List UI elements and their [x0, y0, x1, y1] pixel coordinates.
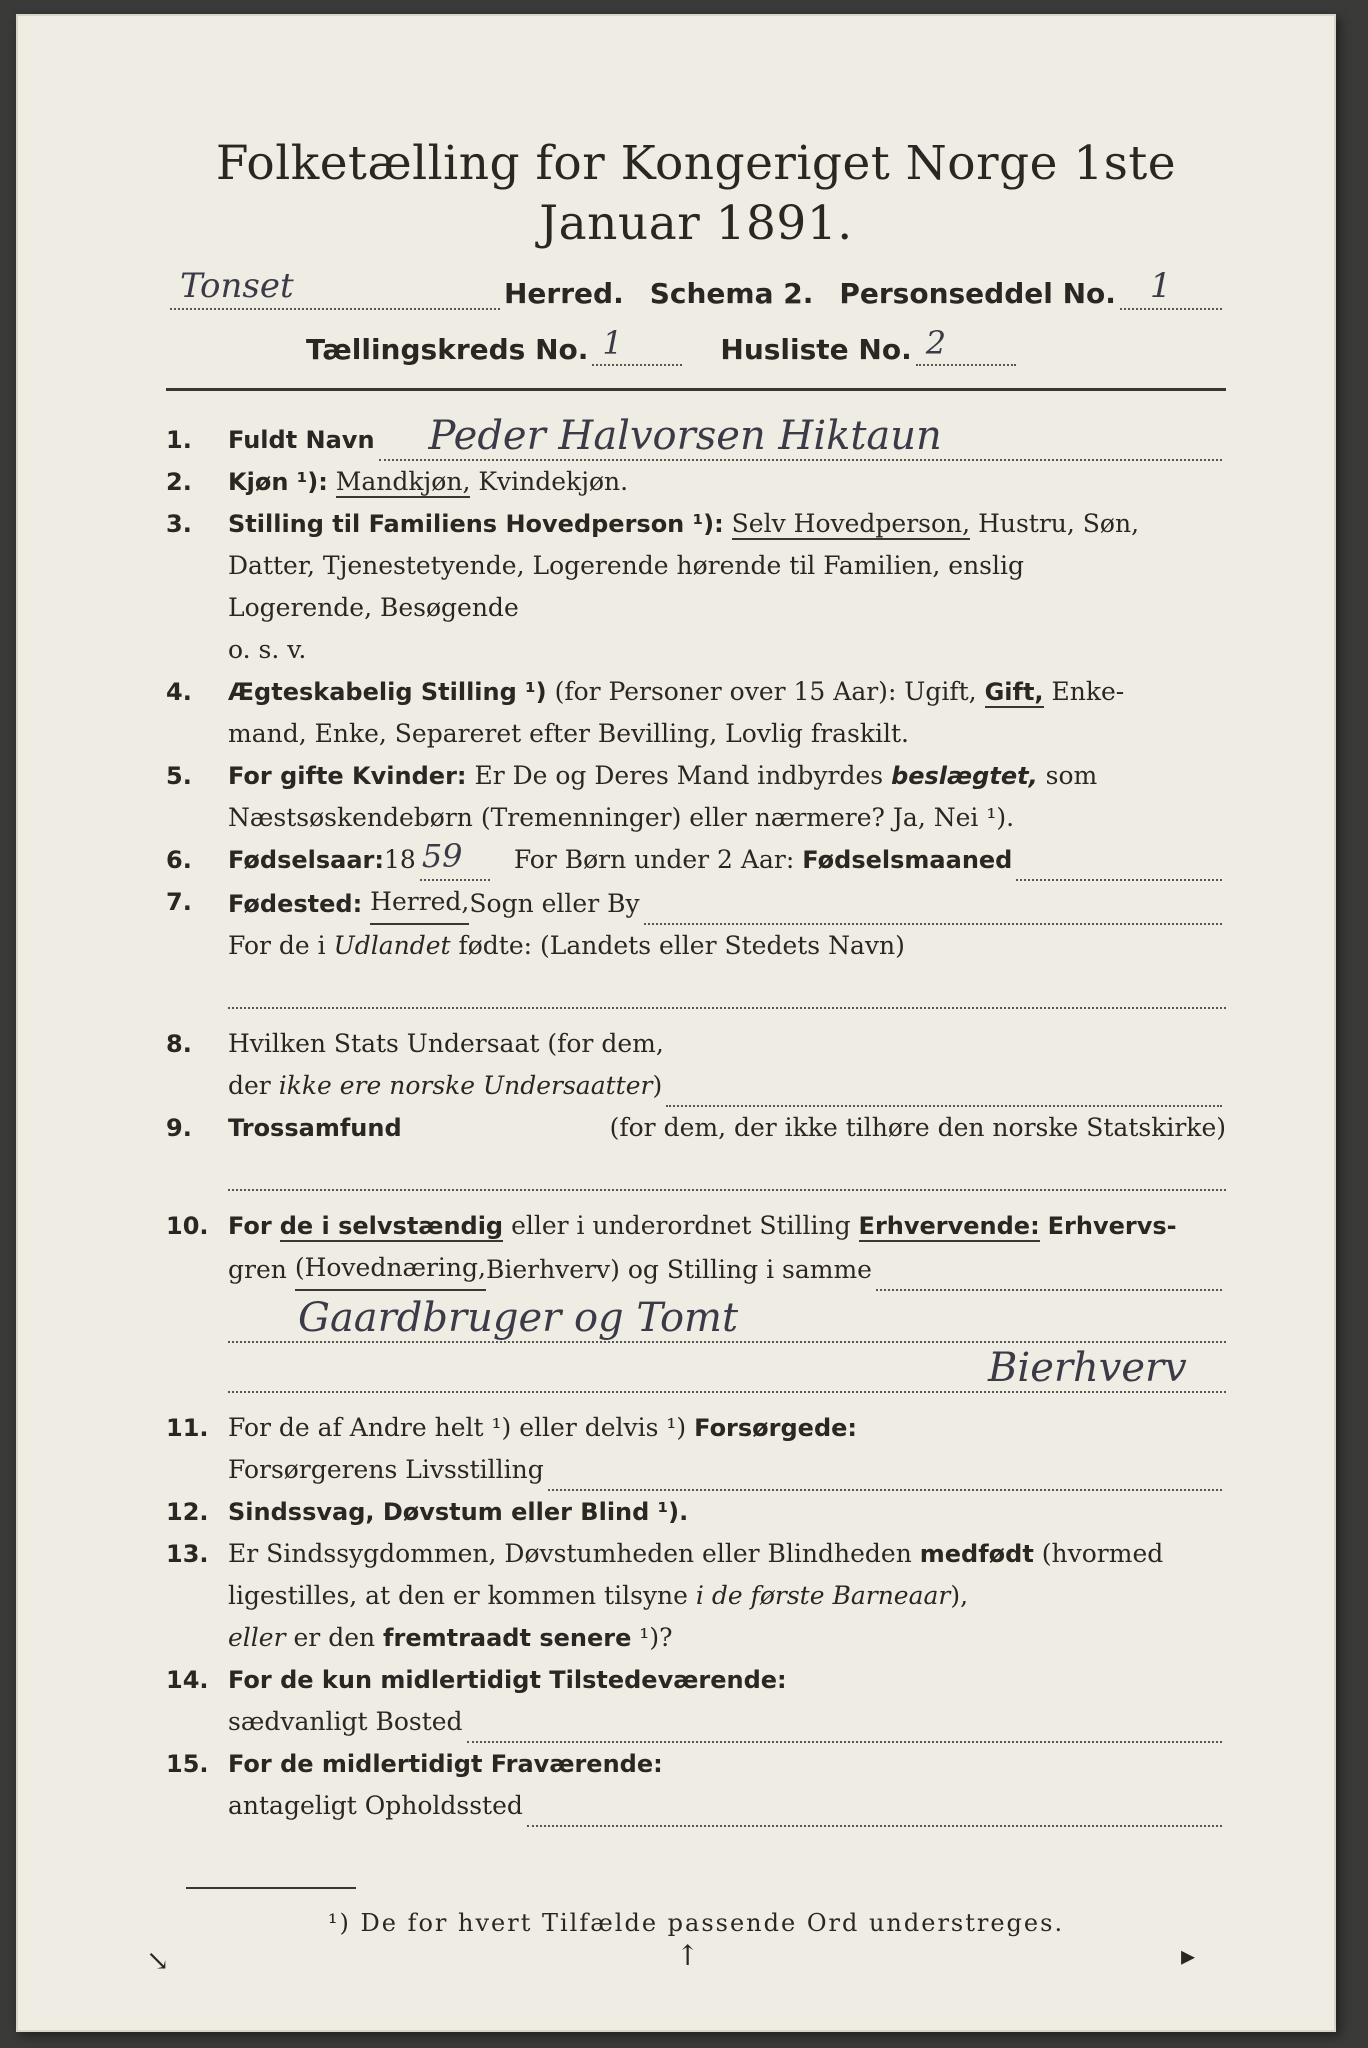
header-line-kreds	[166, 310, 1226, 366]
field-5: 5. For gifte Kvinder: Er De og Deres Mand indbyrdes beslægtet, som Næstsøskendebørn (Tremenninger) eller nærmere? Ja, Nei ¹).	[166, 761, 1098, 832]
handwritten-herred: Tonset	[180, 266, 294, 306]
registration-mark-right: ▸	[1181, 1939, 1196, 1972]
underlined-selv-hovedperson: Selv Hovedperson,	[731, 509, 971, 538]
underlined-herred: Herred,	[370, 881, 469, 925]
registration-mark-left: ↘	[146, 1944, 170, 1977]
handwritten-personseddel-no: 1	[1149, 266, 1172, 306]
field-4: 4. Ægteskabelig Stilling ¹) (for Personer over 15 Aar): Ugift, Gift, Enke- mand, Enke, Separeret efter Bevilling, Lovlig fraskilt.	[166, 677, 1125, 748]
husliste-label: Husliste No.	[720, 333, 912, 366]
field-11: 11. For de af Andre helt ¹) eller delvis ¹) Forsørgede: Forsørgerens Livsstilling	[166, 1407, 1226, 1491]
handwritten-full-name: Peder Halvorsen Hiktaun	[428, 413, 942, 459]
footnote: ¹) De for hvert Tilfælde passende Ord understreges.	[327, 1909, 1065, 1937]
header-line-herred	[166, 254, 1226, 310]
form-title: Folketælling for Kongeriget Norge 1ste Januar 1891.	[215, 136, 1177, 251]
taellingskreds-label: Tællingskreds No.	[306, 333, 589, 366]
field-9: 9. Trossamfund (for dem, der ikke tilhøre den norske Statskirke)	[166, 1107, 1226, 1191]
header-rule	[166, 388, 1226, 391]
handwritten-birth-year: 59	[421, 837, 463, 875]
census-form-page	[16, 14, 1336, 2032]
handwritten-kreds-no: 1	[602, 324, 623, 362]
field-6: 6. Fødselsaar: 18 59 For Børn under 2 Aar: Fødselsmaaned	[166, 839, 1226, 881]
field-1: 1. Fuldt Navn Peder Halvorsen Hiktaun	[166, 419, 1226, 461]
personseddel-label: Personseddel No.	[839, 277, 1116, 310]
field-3: 3. Stilling til Familiens Hovedperson ¹): Selv Hovedperson, Hustru, Søn, Datter, Tjenestetyende, Logerende hørende til Familien, enslig Logerende, Besøgende o. s. v.	[166, 509, 1140, 664]
field-15: 15. For de midlertidigt Fraværende: antageligt Opholdssted	[166, 1743, 1226, 1827]
field-14: 14. For de kun midlertidigt Tilstedeværende: sædvanligt Bosted	[166, 1659, 1226, 1743]
field-8: 8. Hvilken Stats Undersaat (for dem, der ikke ere norske Undersaatter )	[166, 1023, 1226, 1107]
field-2: 2. Kjøn ¹): Mandkjøn, Kvindekjøn.	[166, 467, 629, 496]
handwritten-occupation-line1: Gaardbruger og Tomt	[298, 1295, 739, 1341]
schema-label: Schema 2.	[649, 277, 814, 310]
footnote-separator	[186, 1887, 356, 1889]
underlined-mandkjon: Mandkjøn,	[335, 467, 471, 496]
field-10: 10. For de i selvstændig eller i underordnet Stilling Erhvervende: Erhvervs- gren (Hovednæring, Bierhverv) og Stilling i samme Gaardbruger og Tomt Bierhverv	[166, 1205, 1226, 1393]
underlined-gift: Gift,	[984, 678, 1044, 706]
handwritten-husliste-no: 2	[925, 324, 947, 362]
handwritten-occupation-line2: Bierhverv	[988, 1345, 1187, 1391]
form-content	[166, 134, 1226, 1937]
registration-mark-center: ↑	[676, 1939, 700, 1972]
field-12: 12. Sindssvag, Døvstum eller Blind ¹).	[166, 1498, 689, 1526]
field-13: 13. Er Sindssygdommen, Døvstumheden eller Blindheden medfødt (hvormed ligestilles, at den er kommen tilsyne i de første Barneaar), eller er den fremtraadt senere ¹)?	[166, 1539, 1164, 1652]
herred-label: Herred.	[504, 277, 624, 310]
field-7: 7. Fødested: Herred, Sogn eller By For de i Udlandet fødte: (Landets eller Stedets Navn)	[166, 881, 1226, 1009]
